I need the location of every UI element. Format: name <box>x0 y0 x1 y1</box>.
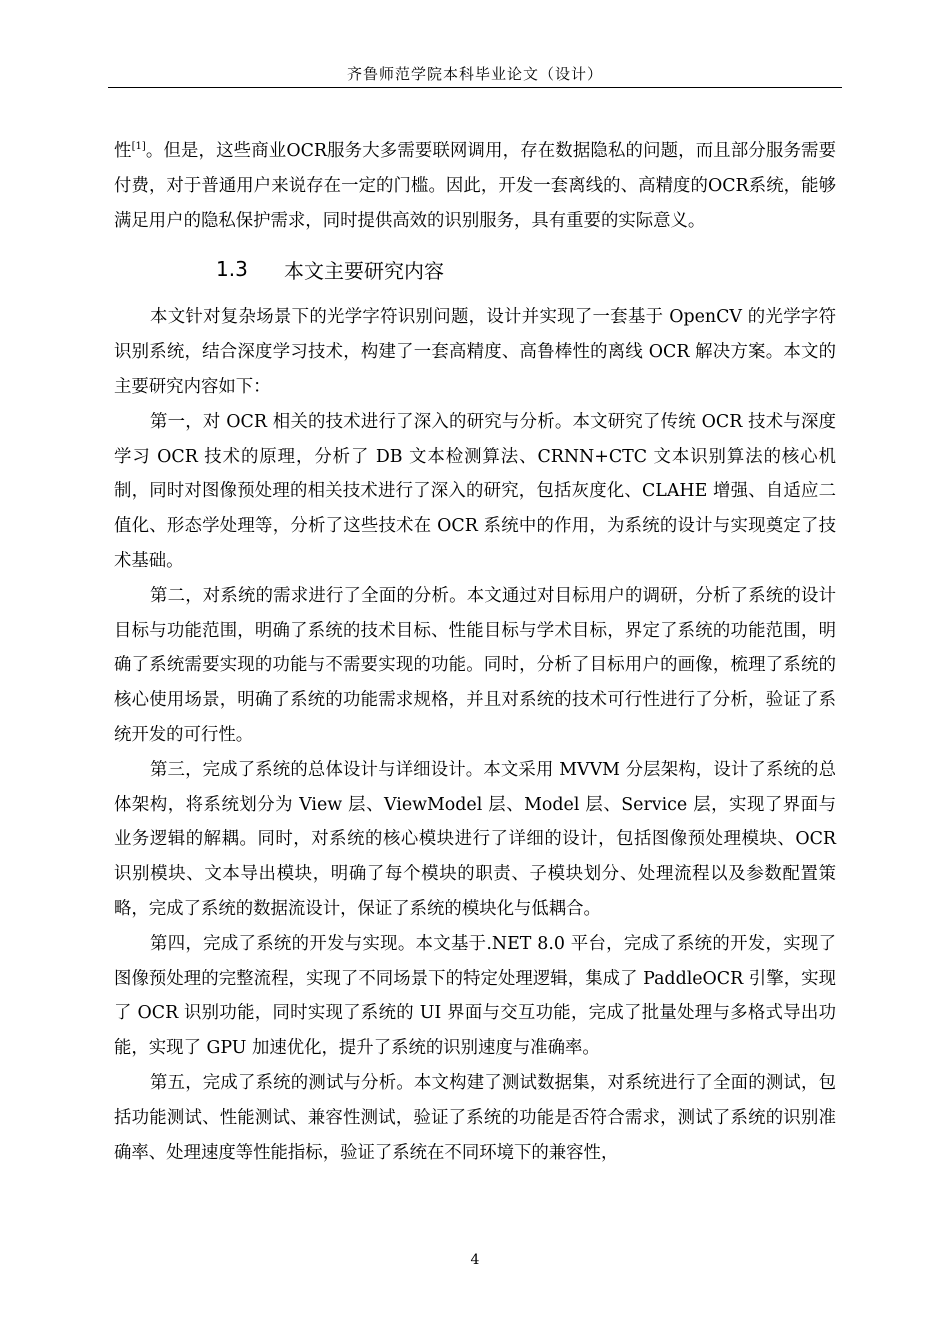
paragraph-text: 性 <box>114 141 132 161</box>
paragraph-intro: 本文针对复杂场景下的光学字符识别问题，设计并实现了一套基于 OpenCV 的光学字符识别系统，结合深度学习技术，构建了一套高精度、高鲁棒性的离线 OCR 解决方案。本文的主要研究内容如下： <box>114 307 836 397</box>
paragraph-continued <box>114 134 836 238</box>
running-header: 齐鲁师范学院本科毕业论文（设计） <box>346 65 603 83</box>
paragraph-item-5: 第五，完成了系统的测试与分析。本文构建了测试数据集，对系统进行了全面的测试，包括功能测试、性能测试、兼容性测试，验证了系统的功能是否符合需求，测试了系统的识别准确率、处理速度等性能指标，验证了系统在不同环境下的兼容性， <box>114 1072 836 1163</box>
header-rule <box>108 87 842 88</box>
section-title: 本文主要研究内容 <box>284 258 444 283</box>
paragraph-text: 。但是，这些商业OCR服务大多需要联网调用，存在数据隐私的问题，而且部分服务需要付费，对于普通用户来说存在一定的门槛。因此，开发一套离线的、高精度的OCR系统，能够满足用户的隐私保护需求，同时提供高效的识别服务，具有重要的实际意义。 <box>114 141 836 231</box>
paragraph-item-3: 第三，完成了系统的总体设计与详细设计。本文采用 MVVM 分层架构，设计了系统的总体架构，将系统划分为 View 层、ViewModel 层、Model 层、Service 层，实现了界面与业务逻辑的解耦。同时，对系统的核心模块进行了详细的设计，包括图像预处理模块、OCR 识别模块、文本导出模块，明确了每个模块的职责、子模块划分、处理流程以及参数配置策略，完成了系统的数据流设计，保证了系统的模块化与低耦合。 <box>114 759 836 919</box>
paragraph-item-4: 第四，完成了系统的开发与实现。本文基于.NET 8.0 平台，完成了系统的开发，实现了图像预处理的完整流程，实现了不同场景下的特定处理逻辑，集成了 PaddleOCR 引擎，实现了 OCR 识别功能，同时实现了系统的 UI 界面与交互功能，完成了批量处理与多格式导出功能，实现了 GPU 加速优化，提升了系统的识别速度与准确率。 <box>114 933 836 1059</box>
paragraph-item-1: 第一，对 OCR 相关的技术进行了深入的研究与分析。本文研究了传统 OCR 技术与深度学习 OCR 技术的原理，分析了 DB 文本检测算法、CRNN+CTC 文本识别算法的核心机制，同时对图像预处理的相关技术进行了深入的研究，包括灰度化、CLAHE 增强、自适应二值化、形态学处理等，分析了这些技术在 OCR 系统中的作用，为系统的设计与实现奠定了技术基础。 <box>114 411 836 571</box>
page-number: 4 <box>470 1252 480 1268</box>
document-body <box>114 134 836 1170</box>
citation-reference: [1] <box>131 141 146 152</box>
section-heading <box>114 238 836 300</box>
section-number: 1.3 <box>216 257 248 282</box>
paragraph-item-2: 第二，对系统的需求进行了全面的分析。本文通过对目标用户的调研，分析了系统的设计目标与功能范围，明确了系统的技术目标、性能目标与学术目标，界定了系统的功能范围，明确了系统需要实现的功能与不需要实现的功能。同时，分析了目标用户的画像，梳理了系统的核心使用场景，明确了系统的功能需求规格，并且对系统的技术可行性进行了分析，验证了系统开发的可行性。 <box>114 585 836 745</box>
